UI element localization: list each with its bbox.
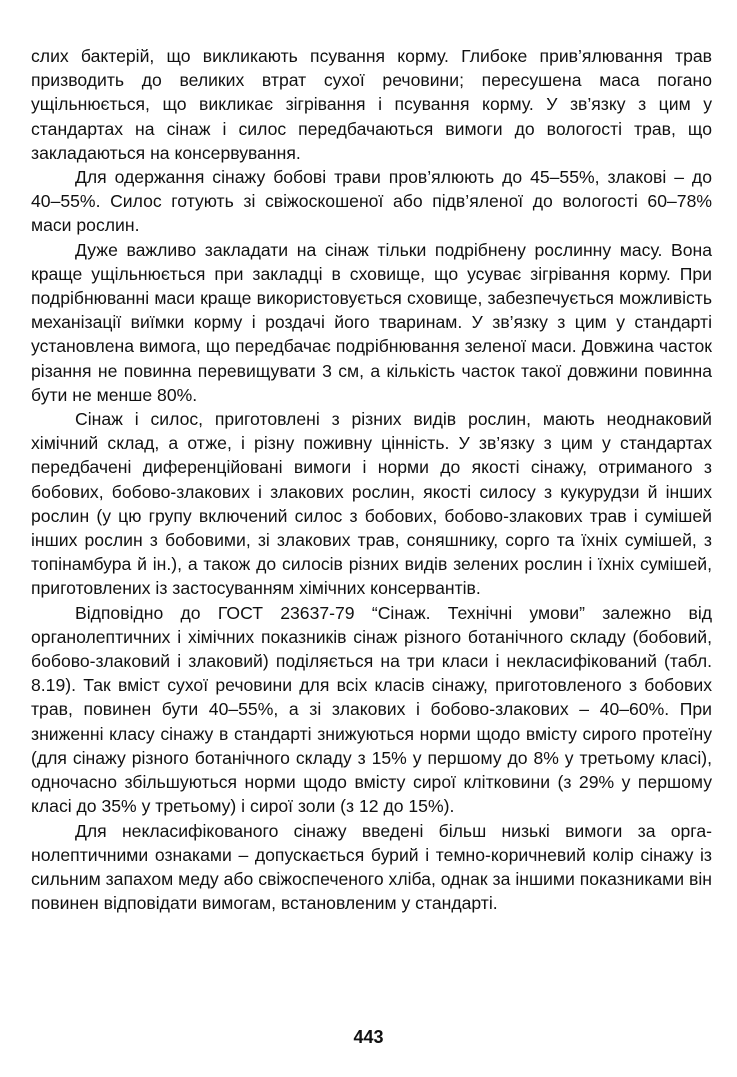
page-body — [31, 44, 712, 915]
page-number: 443 — [353, 1027, 384, 1047]
paragraph-gost-classes: Відповідно до ГОСТ 23637-79 “Сінаж. Технічні умови” залежно від органолептичних і хімічних показників сінаж різного ботанічного складу (бобовий, бобово-злаковий і злаковий) поділяється на три класи і некласифікований (табл. 8.19). Так вміст сухої речовини для всіх класів сінажу, приготовленого з бобових трав, повинен бути 40–55%, а зі злакових і бобово-злакових – 40–60%. При зниженні класу сінажу в стандарті знижуються норми щодо вмісту сирого протеїну (для сінажу різного ботанічного складу з 15% у першому до 8% у третьому класі), одночасно збільшуються норми щодо вмісту сирої клітковини (з 29% у першому класі до 35% у третьому) і сирої золи (з 12 до 15%). — [31, 602, 712, 817]
paragraph-haylage-drying: Для одержання сінажу бобові трави пров’ялюють до 45–55%, злакові – до 40–55%. Силос готують зі свіжоскошеної або підв’яленої до вологості 60–78% маси рослин. — [31, 167, 712, 236]
paragraph-chemical-composition: Сінаж і силос, приготовлені з різних видів рослин, мають неоднаковий хімічний склад, а отже, і різну поживну цінність. У зв’язку з цим у стандартах передбачені диференційовані вимоги і норми до якості сінажу, отриманого з бобових, бобово-злакових і злакових рослин, якості силосу з кукурудзи й інших рослин (у цю групу включений силос з бобових, бобово-злакових трав і сумішей інших рослин з бобовими, зі злакових трав, соняшнику, сорго та їхніх сумішей, з топінамбура й ін.), а також до силосів різних видів зелених рослин і їхніх сумішей, приготовлених із застосуванням хімічних консервантів. — [31, 409, 712, 599]
paragraph-chopping: Дуже важливо закладати на сінаж тільки подрібнену рослинну масу. Вона краще ущільнюється при закладці в сховище, що усуває зігрівання корму. При подрібнюванні маси краще використовується сховище, забезпечується можливість механізації виїмки корму і роздачі його тваринам. У зв’язку з цим у стандарті установлена вимога, що передбачає подрібнювання зеленої маси. Довжина часток різання не повинна перевищувати 3 см, а кількість часток такої довжини повинна бути не менше 80%. — [31, 239, 712, 405]
paragraph-unclassified: Для некласифікованого сінажу введені більш низькі вимоги за органолептичними ознаками – допускається бурий і темно-коричневий колір сінажу із сильним запахом меду або свіжоспеченого хліба, однак за іншими показниками він повинен відповідати вимогам, встановленим у стандарті. — [31, 820, 712, 914]
paragraph-continuation: слих бактерій, що викликають псування корму. Глибоке прив’ялювання трав призводить до великих втрат сухої речовини; пересушена маса погано ущільнюється, що викликає зігрівання і псування корму. У зв’язку з цим у стандартах на сінаж і силос передбачаються вимоги до вологості трав, що закладаються на консервування. — [31, 46, 712, 163]
